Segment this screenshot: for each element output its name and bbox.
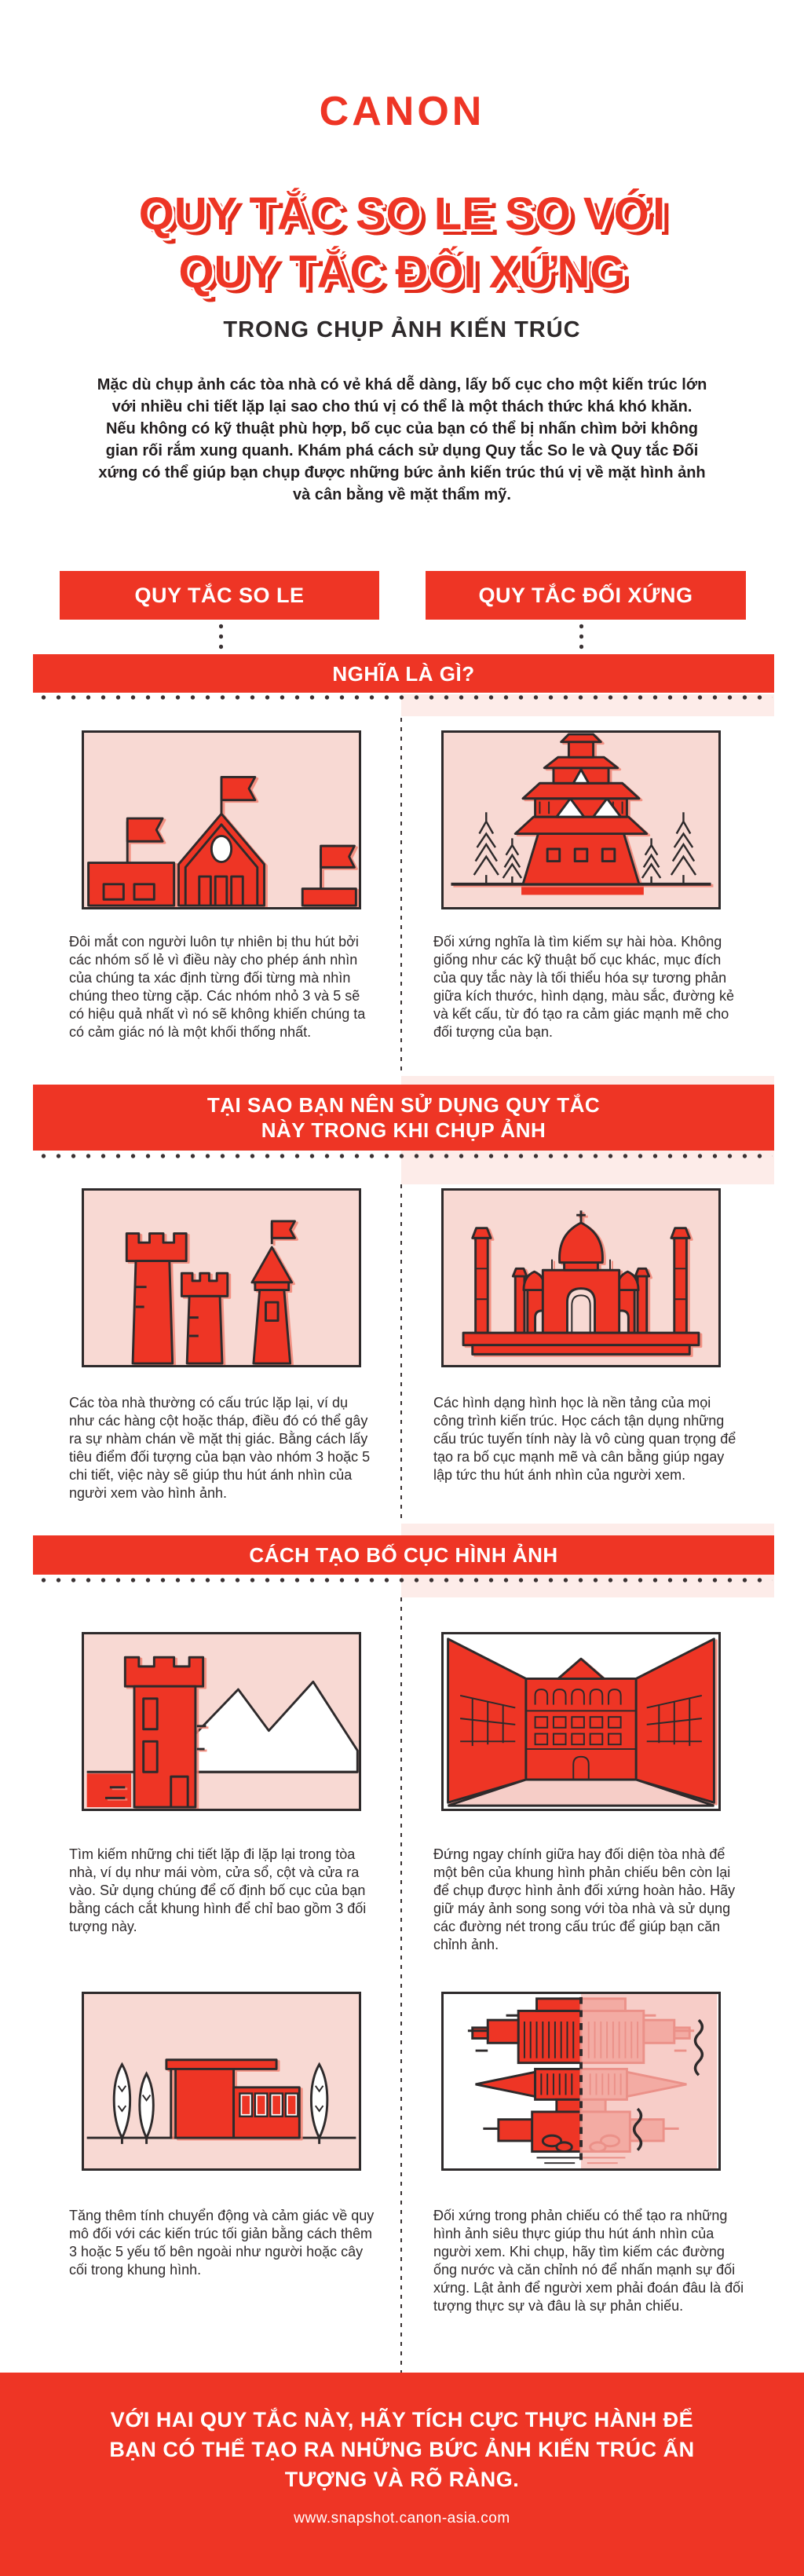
row4-left-paragraph: Tăng thêm tính chuyển động và cảm giác về quy mô đối với các kiến trúc tối giản bằng cách thêm 3 hoặc 5 yếu tố bên ngoài như người hoặc cây cối trong khung hình. xyxy=(69,2208,375,2278)
canon-logo: CANON xyxy=(319,89,485,134)
section-banner-what xyxy=(33,654,774,693)
school-building-flags-illustration xyxy=(84,733,359,907)
figure-school-building-with-flags xyxy=(82,730,361,909)
figure-three-castle-towers xyxy=(82,1188,361,1367)
courtyard-perspective-illustration xyxy=(444,1634,718,1809)
section-banner-why-line2: NÀY TRONG KHI CHỤP ẢNH xyxy=(261,1118,546,1142)
crenellated-tower-mountains-illustration xyxy=(84,1634,359,1809)
column-divider-dashed-line xyxy=(400,718,402,1076)
page-title-line1: QUY TẮC SO LE SO VỚI xyxy=(138,188,666,240)
section-banner-why xyxy=(33,1085,774,1151)
figure-modern-building-with-trees xyxy=(82,1992,361,2171)
row2-left-paragraph: Các tòa nhà thường có cấu trúc lặp lại, ví dụ như các hàng cột hoặc tháp, điều đó có thể gây ra sự nhàm chán về mặt thị giác. Bằng cách lấy tiêu điểm đối tượng của bạn vào nhóm 3 hoặc 5 chi tiết, việc này sẽ giúp thu hút ánh nhìn của người xem vào hình ảnh. xyxy=(69,1395,371,1501)
row1-left-paragraph: Đôi mắt con người luôn tự nhiên bị thu hút bởi các nhóm số lẻ vì điều này cho phép ánh nhìn của chúng ta xác định từng đối từng mà nhìn chúng theo từng cặp. Các nhóm nhỏ 3 và 5 sẽ có hiệu quả nhất vì nó sẽ không khiến chúng ta có cảm giác nó là một khối thống nhất. xyxy=(69,934,366,1040)
row4-right-paragraph: Đối xứng trong phản chiếu có thể tạo ra những hình ảnh siêu thực giúp thu hút ánh nhìn của người xem. Khi chụp, hãy tìm kiếm các đường ống nước và căn chỉnh nó để nhấn mạnh sự đối xứng. Lật ảnh để người xem phải đoán đâu là đối tượng thực sự và đâu là sự phản chiếu. xyxy=(433,2208,744,2314)
skyline-reflection-illustration xyxy=(444,1994,718,2168)
rule-doi-xung-button[interactable]: QUY TẮC ĐỐI XỨNG xyxy=(426,571,746,620)
figure-taj-mahal xyxy=(441,1188,721,1367)
japanese-castle-pines-illustration xyxy=(444,733,718,907)
figure-tower-with-mountains xyxy=(82,1632,361,1811)
row3-right-paragraph: Đứng ngay chính giữa hay đối diện tòa nhà để một bên của khung hình phản chiếu bên còn lại để chụp được hình ảnh đối xứng hoàn hảo. Hãy giữ máy ảnh song song với tòa nhà và sử dụng các đường nét trong cấu trúc để giúp bạn căn chỉnh ảnh. xyxy=(433,1846,736,1952)
taj-mahal-illustration xyxy=(444,1191,718,1365)
column-divider-dashed-line xyxy=(400,1184,402,1524)
modern-building-trees-illustration xyxy=(84,1994,359,2168)
banner-dotted-underline xyxy=(36,1154,773,1158)
figure-skyline-reflection xyxy=(441,1992,721,2171)
rule-so-le-button[interactable]: QUY TẮC SO LE xyxy=(60,571,379,620)
banner-dotted-underline xyxy=(36,1578,773,1583)
footer-url-link[interactable]: www.snapshot.canon-asia.com xyxy=(294,2510,510,2527)
section-banner-why-line1: TẠI SAO BẠN NÊN SỬ DỤNG QUY TẮC xyxy=(206,1093,601,1117)
row3-left-paragraph: Tìm kiếm những chi tiết lặp đi lặp lại trong tòa nhà, ví dụ như mái vòm, cửa sổ, cột và cửa ra vào. Sử dụng chúng để cố định bố cục của bạn bằng cách cắt khung hình để chỉ bao gồm 3 đối tượng này. xyxy=(69,1846,367,1934)
row1-right-paragraph: Đối xứng nghĩa là tìm kiếm sự hài hòa. Không giống như các kỹ thuật bố cục khác, mục đích của quy tắc này là tối thiểu hóa sự tương phản giữa kích thước, hình dạng, màu sắc, đường kẻ và kết cấu, từ đó tạo ra cảm giác mạnh mẽ cho đối tượng của bạn. xyxy=(433,934,734,1040)
connector-dotted-line-left xyxy=(219,621,223,653)
banner-dotted-underline xyxy=(36,695,773,700)
figure-courtyard-perspective xyxy=(441,1632,721,1811)
column-divider-dashed-line xyxy=(400,1597,402,2373)
row2-right-paragraph: Các hình dạng hình học là nền tảng của mọi công trình kiến trúc. Học cách tận dụng những cấu trúc tuyến tính này là vô cùng quan trọng để tạo ra bố cục mạnh mẽ và cân bằng giúp ngay lập tức thu hút ánh nhìn của người xem. xyxy=(433,1395,736,1483)
three-castle-towers-illustration xyxy=(84,1191,359,1365)
page-title xyxy=(0,185,804,302)
figure-japanese-castle xyxy=(441,730,721,909)
page-title-line2: QUY TẮC ĐỐI XỨNG xyxy=(178,247,626,298)
section-banner-how xyxy=(33,1535,774,1575)
intro-paragraph: Mặc dù chụp ảnh các tòa nhà có vẻ khá dễ dàng, lấy bố cục cho một kiến trúc lớn với nhiều chi tiết lặp lại sao cho thú vị có thể là một thách thức khá khó khăn. Nếu không có kỹ thuật phù hợp, bố cục của bạn có thể bị nhấn chìm bởi không gian rối rắm xung quanh. Khám phá cách sử dụng Quy tắc So le và Quy tắc Đối xứng có thể giúp bạn chụp được những bức ảnh kiến trúc thú vị về mặt hình ảnh và cân bằng về mặt thẩm mỹ. xyxy=(97,376,707,503)
footer-message: VỚI HAI QUY TẮC NÀY, HÃY TÍCH CỰC THỰC HÀNH ĐỂ BẠN CÓ THỂ TẠO RA NHỮNG BỨC ẢNH KIẾN TRÚC ẤN TƯỢNG VÀ RÕ RÀNG. xyxy=(109,2408,695,2491)
page-subtitle: TRONG CHỤP ẢNH KIẾN TRÚC xyxy=(223,317,581,342)
section-banner-how-label: CÁCH TẠO BỐ CỤC HÌNH ẢNH xyxy=(249,1543,558,1567)
connector-dotted-line-right xyxy=(579,621,583,653)
section-banner-what-label: NGHĨA LÀ GÌ? xyxy=(332,661,475,686)
